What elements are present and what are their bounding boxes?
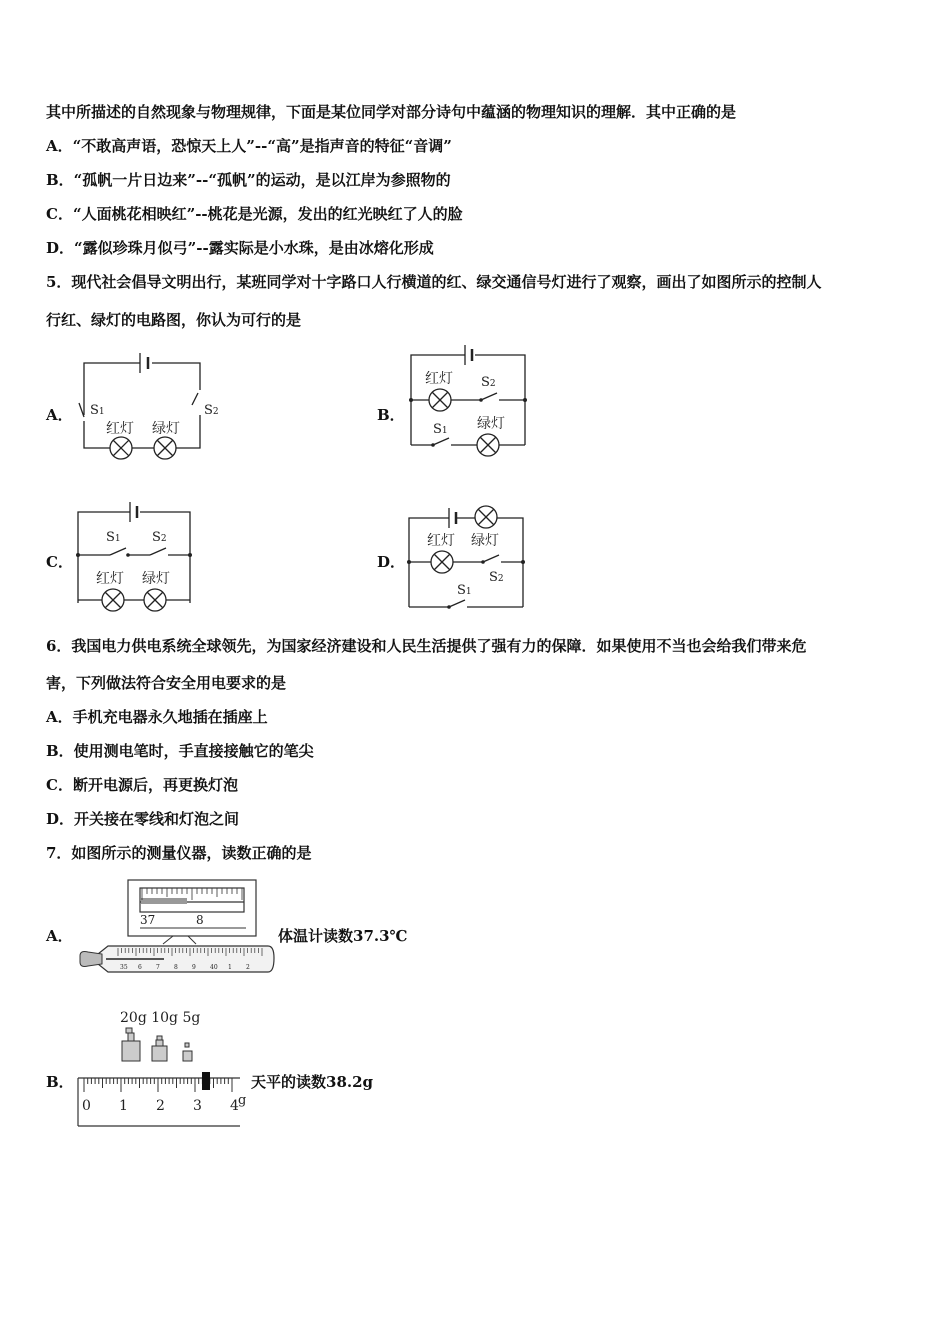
q6-option-d: D．开关接在零线和灯泡之间 [46, 810, 240, 828]
balance-scale-number: 0 [82, 1098, 91, 1114]
circuit-d-red-label: 红灯 [427, 533, 455, 549]
circuit-diagram-d [403, 500, 533, 615]
circuit-a-green-label: 绿灯 [152, 421, 180, 437]
q4-option-a: A．“不敢高声语，恐惊天上人”--“高”是指声音的特征“音调” [46, 137, 452, 155]
thermometer-scale-number: 35 [120, 964, 128, 971]
q7-caption-a: 体温计读数37.3℃ [278, 927, 408, 945]
thermometer-scale-number: 6 [138, 964, 142, 971]
circuit-b-s1: S1 [433, 422, 448, 437]
circuit-b-s2: S2 [481, 375, 496, 390]
q6-stem-line1: 6．我国电力供电系统全球领先，为国家经济建设和人民生活提供了强有力的保障．如果使用不当也会给我们带来危 [46, 637, 807, 655]
circuit-a-s2: S2 [204, 403, 219, 418]
thermometer-scale-number: 7 [156, 964, 160, 971]
circuit-c-s1: S1 [106, 530, 121, 545]
thermometer-scale-number: 2 [246, 964, 250, 971]
q7-caption-b: 天平的读数38.2g [251, 1073, 374, 1091]
circuit-d-green-label: 绿灯 [471, 533, 499, 549]
balance-scale-number: 2 [156, 1098, 165, 1114]
q5-label-a: A． [46, 406, 73, 424]
thermometer-scale-number: 9 [192, 964, 196, 971]
q5-label-d: D． [377, 553, 406, 571]
circuit-diagram-b [405, 343, 535, 468]
q5-label-b: B． [377, 406, 405, 424]
circuit-c-green-label: 绿灯 [142, 571, 170, 587]
circuit-c-red-label: 红灯 [96, 571, 124, 587]
q5-label-c: C． [46, 553, 73, 571]
q6-option-b: B．使用测电笔时，手直接接触它的笔尖 [46, 742, 314, 760]
balance-scale-number: 1 [119, 1098, 128, 1114]
circuit-b-red-label: 红灯 [425, 371, 453, 387]
circuit-diagram-c [72, 500, 197, 615]
thermometer-figure [78, 876, 278, 976]
q7-label-b: B． [46, 1073, 74, 1091]
balance-scale-number: 3 [193, 1098, 202, 1114]
q4-option-b: B．“孤帆一片日边来”--“孤帆”的运动，是以江岸为参照物的 [46, 171, 451, 189]
circuit-c-s2: S2 [152, 530, 167, 545]
thermometer-scale-number: 8 [174, 964, 178, 971]
thermometer-scale-number: 40 [210, 964, 218, 971]
thermometer-zoom-8: 8 [196, 913, 204, 927]
circuit-d-s1: S1 [457, 583, 472, 598]
q6-option-c: C．断开电源后，再更换灯泡 [46, 776, 238, 794]
intro-text: 其中所描述的自然现象与物理规律，下面是某位同学对部分诗句中蕴涵的物理知识的理解．其中正确的是 [46, 103, 737, 121]
q5-stem-line2: 行红、绿灯的电路图，你认为可行的是 [46, 311, 302, 329]
balance-figure [74, 1006, 254, 1130]
circuit-b-green-label: 绿灯 [477, 416, 505, 432]
balance-unit: g [238, 1093, 247, 1108]
thermometer-scale-number: 1 [228, 964, 232, 971]
q4-option-d: D．“露似珍珠月似弓”--露实际是小水珠，是由冰熔化形成 [46, 239, 434, 257]
balance-scale-number: 4 [230, 1098, 239, 1114]
q5-stem-line1: 5．现代社会倡导文明出行，某班同学对十字路口人行横道的红、绿交通信号灯进行了观察，画出了如图所示的控制人 [46, 273, 822, 291]
circuit-d-s2: S2 [489, 570, 504, 585]
circuit-a-red-label: 红灯 [106, 421, 134, 437]
circuit-a-s1: S1 [90, 403, 105, 418]
q7-label-a: A． [46, 927, 73, 945]
q6-stem-line2: 害，下列做法符合安全用电要求的是 [46, 674, 287, 692]
q4-option-c: C．“人面桃花相映红”--桃花是光源，发出的红光映红了人的脸 [46, 205, 463, 223]
balance-weights-label: 20g 10g 5g [120, 1010, 201, 1026]
circuit-diagram-a [70, 345, 230, 470]
q6-option-a: A．手机充电器永久地插在插座上 [46, 708, 268, 726]
thermometer-zoom-37: 37 [140, 913, 156, 927]
q7-stem: 7．如图所示的测量仪器，读数正确的是 [46, 844, 312, 862]
